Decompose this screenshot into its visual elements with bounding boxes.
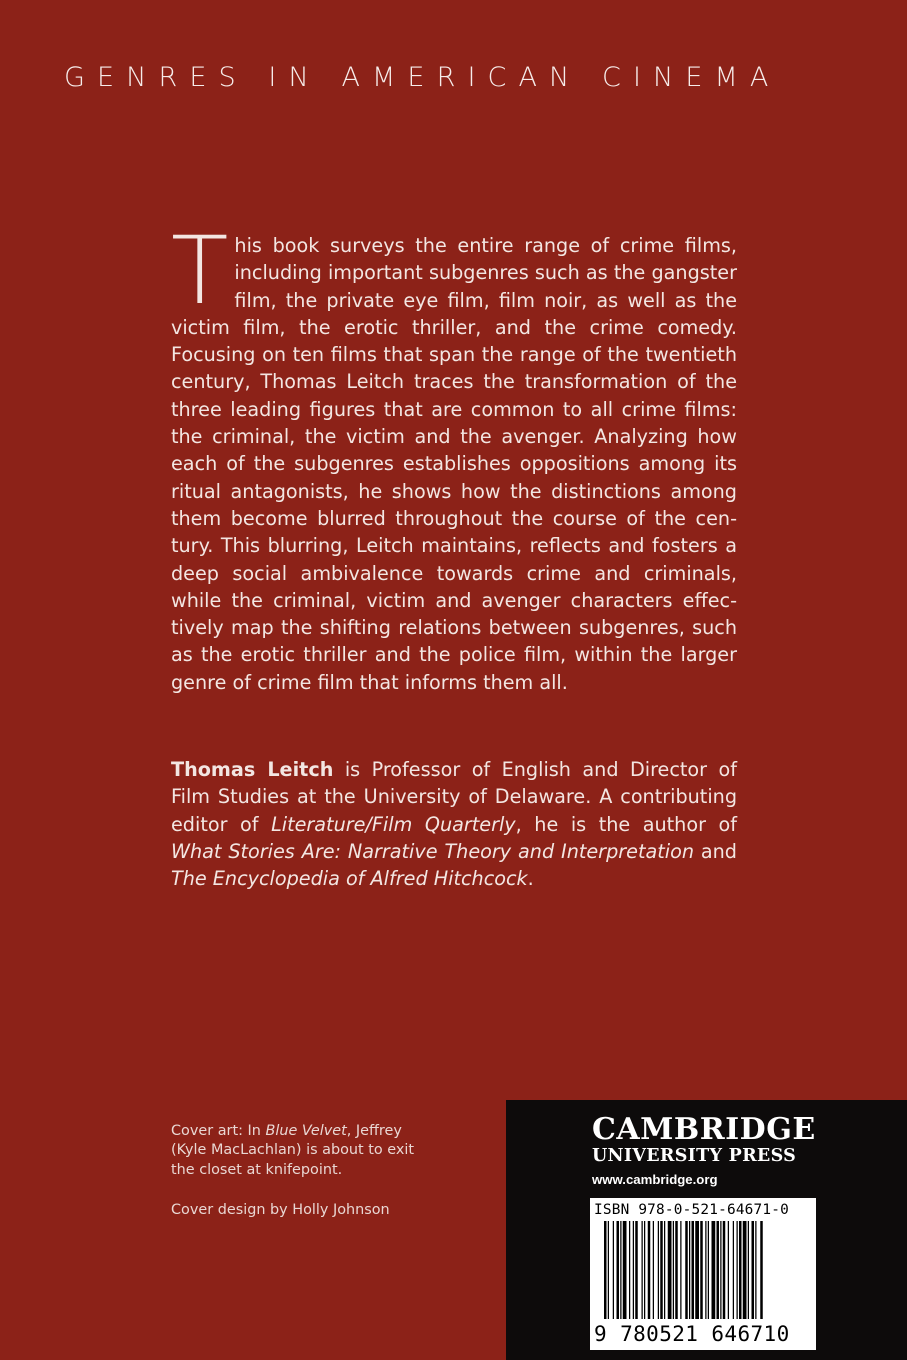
publisher-name: CAMBRIDGE [592, 1112, 816, 1147]
barcode-bar [685, 1221, 688, 1319]
barcode-bar [728, 1221, 729, 1319]
barcode-bar [700, 1221, 703, 1319]
barcode-bar [755, 1221, 756, 1319]
barcode-bar [717, 1221, 720, 1319]
barcode-box [590, 1198, 816, 1350]
barcode-bar [733, 1221, 734, 1319]
author-bio-text-1: is Professor of English and Director of Film Studies at the University of Delaware. A contributing editor of [171, 758, 737, 836]
book-title-2: The Encyclopedia of Alfred Hitchcock [171, 867, 528, 891]
barcode-bar [668, 1221, 672, 1319]
drop-cap: T [171, 217, 229, 326]
barcode-bar [673, 1221, 674, 1319]
barcode-bar [748, 1221, 749, 1319]
barcode-bar [739, 1221, 742, 1319]
barcode-bar [760, 1221, 763, 1319]
barcode-bar [604, 1221, 607, 1319]
barcode-bar [613, 1221, 614, 1319]
book-title-1: What Stories Are: Narrative Theory and Interpretation [171, 839, 694, 863]
barcode-bar [695, 1221, 699, 1319]
series-title: GENRES IN AMERICAN CINEMA [64, 62, 781, 93]
barcode-bar [712, 1221, 716, 1319]
barcode-bar [737, 1221, 738, 1319]
cover-art-suffix: , Jeffrey (Kyle MacLachlan) is about to exit the closet at knifepoint. [171, 1123, 415, 1178]
cover-design-credit: Cover design by Holly Johnson [171, 1202, 390, 1219]
back-cover-blurb [171, 217, 737, 696]
blurb-text: his book surveys the entire range of crime films, including important subgenres such as the gangster film, the private eye film, film noir, as well as the victim film, the erotic thriller, and the crime comedy. Focusing on ten films that span the range of the twentieth century, Thomas Leitch traces the transformation of the three leading figures that are common to all crime films: the criminal, the victim and the avenger. Analyzing how each of the subgenres establishes oppositions among its ritual antagonists, he shows how the distinctions among them become blurred throughout the course of the century. This blurring, Leitch maintains, reflects and fosters a deep social ambivalence towards crime and criminals, while the criminal, victim and avenger characters effectively map the shifting relations between subgenres, such as the erotic thriller and the police film, within the larger genre of crime film that informs them all. [171, 234, 737, 694]
publisher-subname: UNIVERSITY PRESS [592, 1146, 797, 1166]
barcode-bar [658, 1221, 659, 1319]
barcode-bar [705, 1221, 706, 1319]
barcode-bar [633, 1221, 634, 1319]
author-bio-text-4: . [527, 867, 534, 891]
barcode-bar [664, 1221, 665, 1319]
author-name: Thomas Leitch [171, 758, 334, 781]
barcode-bar [648, 1221, 651, 1319]
barcode-bar [720, 1221, 721, 1319]
cover-art-film: Blue Velvet [265, 1123, 347, 1139]
barcode-bar [689, 1221, 690, 1319]
barcode-bar [708, 1221, 709, 1319]
cover-credits [171, 1122, 431, 1242]
barcode-bar [617, 1221, 620, 1319]
publisher-url: www.cambridge.org [592, 1172, 718, 1187]
barcode-bar [642, 1221, 643, 1319]
barcode-bar [743, 1221, 747, 1319]
author-bio-text-3: and [693, 839, 737, 863]
barcode-bar [635, 1221, 638, 1319]
barcode-bar [675, 1221, 678, 1319]
cover-art-credit [171, 1122, 431, 1180]
barcode-bar [623, 1221, 627, 1319]
barcode-bar [660, 1221, 663, 1319]
isbn-label: ISBN 978-0-521-64671-0 [594, 1202, 790, 1218]
barcode-bar [644, 1221, 645, 1319]
barcode-digits: 9 780521 646710 [594, 1322, 790, 1346]
barcode-bar [629, 1221, 630, 1319]
publisher-panel [506, 1100, 907, 1360]
barcode-bar [692, 1221, 695, 1319]
author-bio [171, 756, 737, 892]
journal-title: Literature/Film Quarterly [271, 812, 516, 836]
barcode-bar [680, 1221, 681, 1319]
cover-art-prefix: Cover art: In [171, 1123, 266, 1139]
barcode-bar [752, 1221, 755, 1319]
barcode-icon [590, 1221, 816, 1321]
barcode-bar [653, 1221, 654, 1319]
author-bio-text-2: , he is the author of [515, 812, 737, 836]
barcode-bar [723, 1221, 726, 1319]
barcode-bar [608, 1221, 609, 1319]
barcode-bar [620, 1221, 621, 1319]
